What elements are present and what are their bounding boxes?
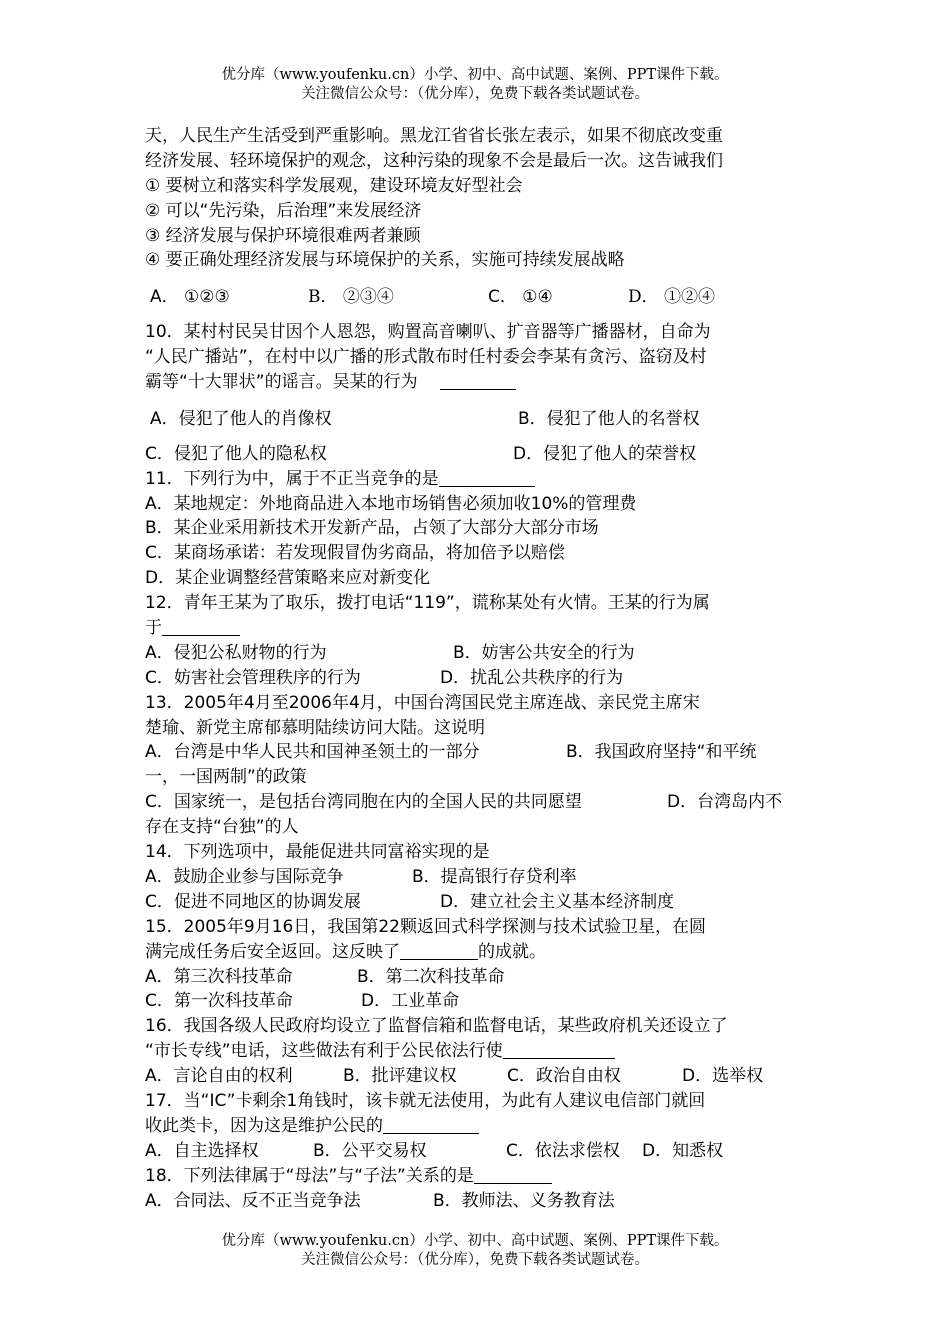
q15-option-c[interactable]: C．第一次科技革命	[145, 991, 293, 1012]
q14-options-row-1	[145, 865, 815, 890]
q17-option-d[interactable]: D．知悉权	[642, 1140, 724, 1161]
q15-line-2-text-a: 满完成任务后安全返回。这反映了	[145, 941, 400, 962]
q10-option-d[interactable]: D．侵犯了他人的荣誉权	[513, 443, 697, 464]
q14-options-row-2	[145, 890, 815, 915]
q11-option-b[interactable]: B．某企业采用新技术开发新产品，占领了大部分大部分市场	[145, 518, 599, 539]
header-line-1: 优分库（www.youfenku.cn）小学、初中、高中试题、案例、PPT课件下载。	[221, 67, 729, 83]
q17-options	[145, 1139, 815, 1164]
q18-stem	[145, 1164, 815, 1189]
q17-option-a[interactable]: A．自主选择权	[145, 1140, 259, 1161]
q15-line-2-text-b: 的成就。	[478, 941, 546, 962]
q12-option-c[interactable]: C．妨害社会管理秩序的行为	[145, 667, 361, 688]
q13-options-row-1	[145, 740, 815, 765]
q16-answer-blank[interactable]	[503, 1040, 615, 1059]
q13-option-c[interactable]: C．国家统一，是包括台湾同胞在内的全国人民的共同愿望	[145, 792, 582, 813]
footer-line-2: 关注微信公众号：（优分库），免费下载各类试题试卷。	[301, 1252, 649, 1268]
q14-stem: 14．下列选项中，最能促进共同富裕实现的是	[145, 842, 490, 863]
q13-options-row-2	[145, 790, 815, 815]
q10-options-row-1	[145, 407, 815, 432]
q15-answer-blank[interactable]	[400, 941, 478, 960]
q10-option-a[interactable]: A．侵犯了他人的肖像权	[150, 408, 332, 429]
q18-stem-text: 18．下列法律属于“母法”与“子法”关系的是	[145, 1165, 474, 1186]
q12-option-d[interactable]: D．扰乱公共秩序的行为	[440, 667, 624, 688]
q9-line-2: 经济发展、轻环境保护的观念，这种污染的现象不会是最后一次。这告诫我们	[145, 150, 723, 171]
q15-line-1: 15．2005年9月16日，我国第22颗返回式科学探测与技术试验卫星，在圆	[145, 916, 706, 937]
q16-line-2	[145, 1039, 815, 1064]
q13-option-a[interactable]: A．台湾是中华人民共和国神圣领土的一部分	[145, 742, 480, 763]
header-line-2: 关注微信公众号：（优分库），免费下载各类试题试卷。	[301, 86, 649, 102]
q18-option-b[interactable]: B．教师法、义务教育法	[433, 1190, 615, 1211]
q11-stem	[145, 467, 815, 492]
q10-answer-blank[interactable]	[440, 371, 516, 390]
q15-option-b[interactable]: B．第二次科技革命	[357, 966, 505, 987]
q14-option-c[interactable]: C．促进不同地区的协调发展	[145, 891, 361, 912]
q9-options	[145, 285, 815, 310]
q13-option-b-continued: 一，一国两制”的政策	[145, 767, 307, 788]
q16-options	[145, 1064, 815, 1089]
q9-option-a[interactable]: A． ①②③	[150, 287, 230, 308]
q13-line-1: 13．2005年4月至2006年4月，中国台湾国民党主席连战、亲民党主席宋	[145, 692, 700, 713]
q16-line-2-text: “市长专线”电话，这些做法有利于公民依法行使	[145, 1041, 503, 1062]
q13-option-d-continued: 存在支持“台独”的人	[145, 817, 299, 838]
q17-option-c[interactable]: C．依法求偿权	[506, 1140, 620, 1161]
q15-options-row-2	[145, 989, 815, 1014]
q15-line-2	[145, 940, 815, 965]
q9-option-b[interactable]: B． ②③④	[308, 287, 394, 308]
q13-option-d[interactable]: D．台湾岛内不	[667, 792, 783, 813]
q11-option-c[interactable]: C．某商场承诺：若发现假冒伪劣商品，将加倍予以赔偿	[145, 543, 565, 564]
q9-statement-2: ② 可以“先污染，后治理”来发展经济	[145, 200, 422, 221]
q11-answer-blank[interactable]	[439, 468, 535, 487]
q17-answer-blank[interactable]	[383, 1115, 479, 1134]
q14-option-d[interactable]: D．建立社会主义基本经济制度	[440, 891, 675, 912]
q16-option-a[interactable]: A．言论自由的权利	[145, 1066, 293, 1087]
q14-option-b[interactable]: B．提高银行存贷利率	[412, 866, 577, 887]
q13-option-b[interactable]: B．我国政府坚持“和平统	[566, 742, 757, 763]
q9-statement-4: ④ 要正确处理经济发展与环境保护的关系，实施可持续发展战略	[145, 250, 625, 271]
q16-option-d[interactable]: D．选举权	[682, 1066, 764, 1087]
q13-line-2: 楚瑜、新党主席郁慕明陆续访问大陆。这说明	[145, 717, 485, 738]
q17-option-b[interactable]: B．公平交易权	[313, 1140, 427, 1161]
exam-body	[145, 124, 815, 1213]
q17-line-2	[145, 1114, 815, 1139]
q10-line-3	[145, 370, 815, 395]
q11-stem-text: 11．下列行为中，属于不正当竞争的是	[145, 468, 439, 489]
q10-line-3-text: 霸等“十大罪状”的谣言。吴某的行为	[145, 372, 418, 393]
q17-line-2-text: 收此类卡，因为这是维护公民的	[145, 1115, 383, 1136]
q14-option-a[interactable]: A．鼓励企业参与国际竞争	[145, 866, 344, 887]
q15-options-row-1	[145, 965, 815, 990]
q10-options-row-2	[145, 442, 815, 467]
q10-line-2: “人民广播站”，在村中以广播的形式散布时任村委会李某有贪污、盗窃及村	[145, 347, 707, 368]
q15-option-a[interactable]: A．第三次科技革命	[145, 966, 293, 987]
q10-line-1: 10．某村村民吴甘因个人恩怨，购置高音喇叭、扩音器等广播器材，自命为	[145, 322, 711, 343]
q10-option-c[interactable]: C．侵犯了他人的隐私权	[145, 443, 327, 464]
q16-line-1: 16．我国各级人民政府均设立了监督信箱和监督电话，某些政府机关还设立了	[145, 1016, 728, 1037]
q12-line-1: 12．青年王某为了取乐，拨打电话“119”，谎称某处有火情。王某的行为属	[145, 593, 710, 614]
q12-line-2-text: 于	[145, 618, 162, 639]
q12-option-b[interactable]: B．妨害公共安全的行为	[453, 642, 635, 663]
q12-option-a[interactable]: A．侵犯公私财物的行为	[145, 642, 327, 663]
footer-line-1: 优分库（www.youfenku.cn）小学、初中、高中试题、案例、PPT课件下载。	[221, 1233, 729, 1249]
q16-option-b[interactable]: B．批评建议权	[343, 1066, 457, 1087]
q16-option-c[interactable]: C．政治自由权	[507, 1066, 621, 1087]
q12-answer-blank[interactable]	[162, 617, 240, 636]
q9-statement-3: ③ 经济发展与保护环境很难两者兼顾	[145, 225, 421, 246]
q18-options-row-1	[145, 1189, 815, 1214]
q11-option-a[interactable]: A．某地规定：外地商品进入本地市场销售必须加收10%的管理费	[145, 493, 637, 514]
page-header	[0, 66, 950, 104]
q9-option-c[interactable]: C． ①④	[488, 287, 553, 308]
q18-answer-blank[interactable]	[474, 1165, 552, 1184]
q9-option-d[interactable]: D． ①②④	[628, 287, 716, 308]
page-footer	[0, 1232, 950, 1270]
q9-line-1: 天，人民生产生活受到严重影响。黑龙江省省长张左表示，如果不彻底改变重	[145, 126, 723, 146]
q17-line-1: 17．当“IC”卡剩余1角钱时，该卡就无法使用，为此有人建议电信部门就回	[145, 1090, 706, 1111]
q12-options-row-2	[145, 666, 815, 691]
q15-option-d[interactable]: D．工业革命	[361, 991, 460, 1012]
q10-option-b[interactable]: B．侵犯了他人的名誉权	[518, 408, 700, 429]
q9-statement-1: ① 要树立和落实科学发展观，建设环境友好型社会	[145, 175, 523, 196]
q12-line-2	[145, 616, 815, 641]
q11-option-d[interactable]: D．某企业调整经营策略来应对新变化	[145, 568, 431, 589]
q18-option-a[interactable]: A．合同法、反不正当竞争法	[145, 1190, 361, 1211]
q12-options-row-1	[145, 641, 815, 666]
